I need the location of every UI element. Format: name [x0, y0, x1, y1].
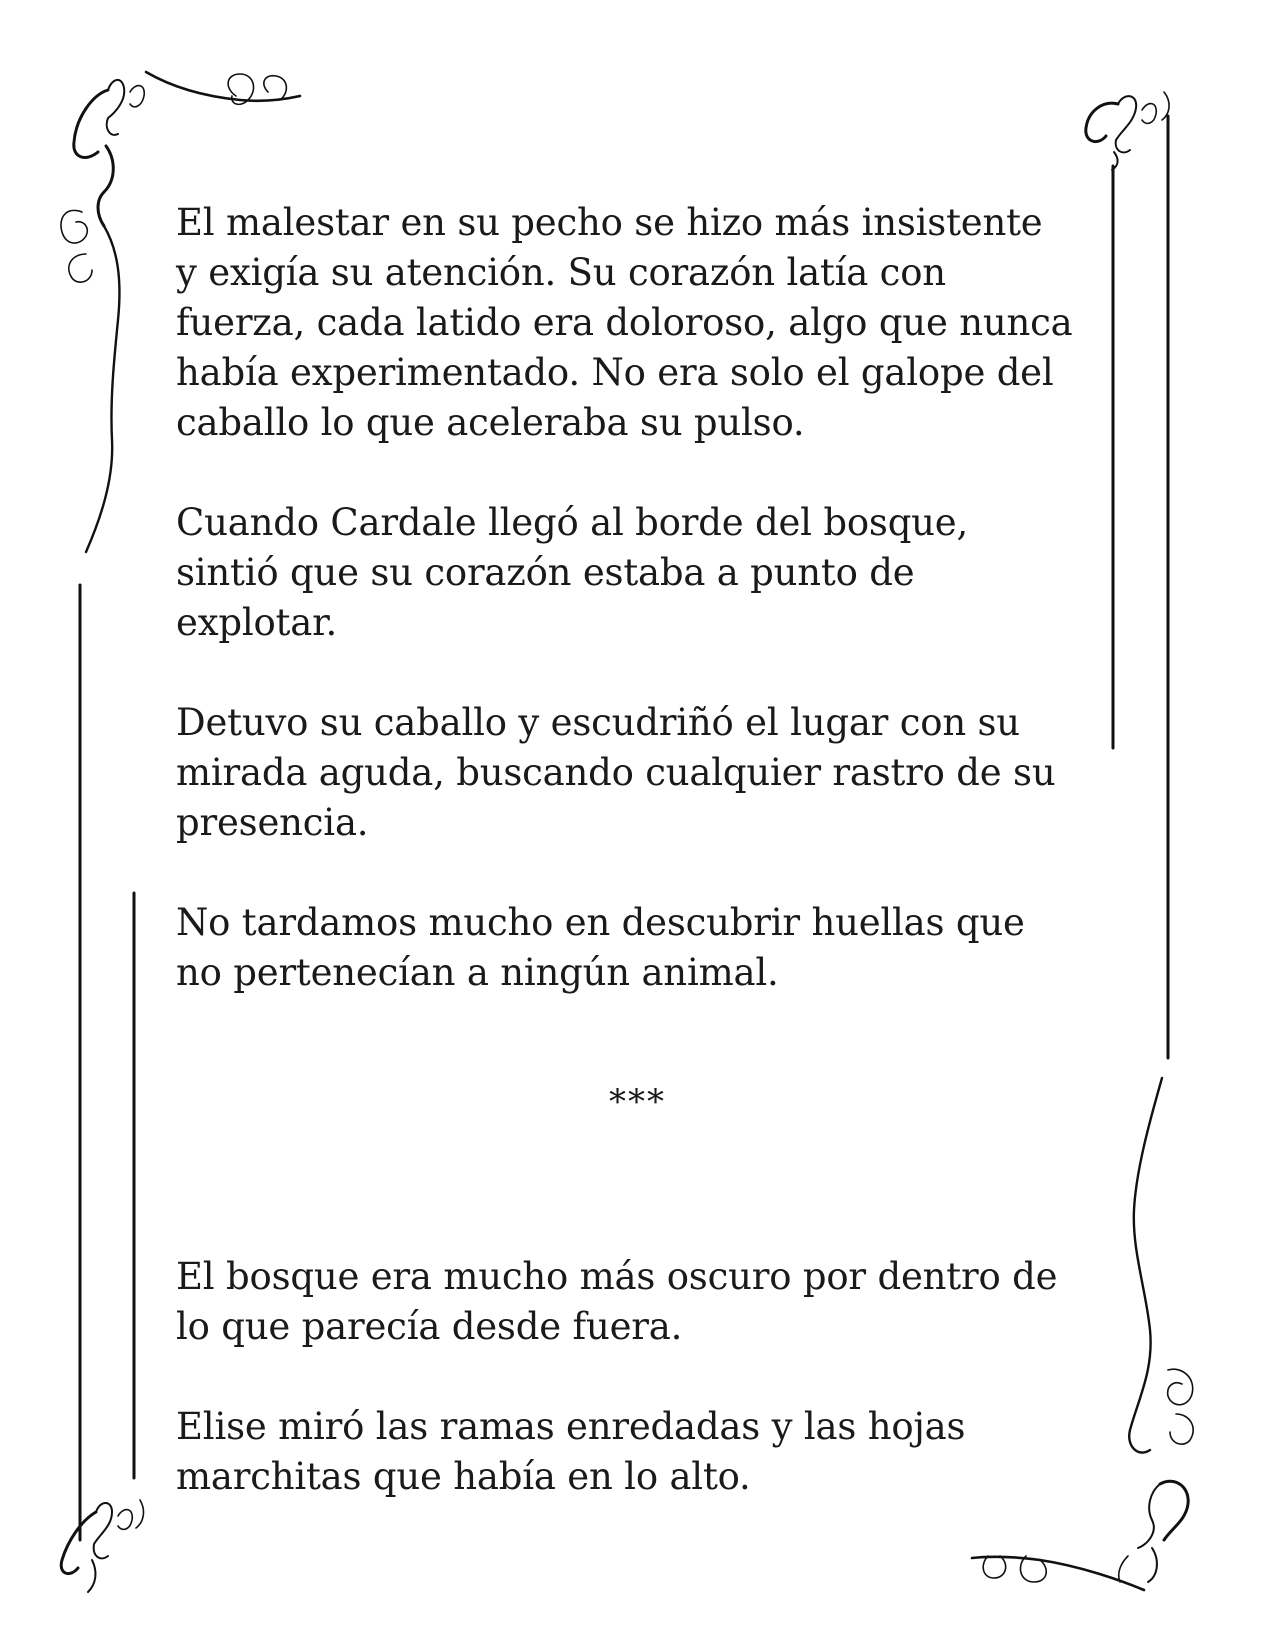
story-text-6: [176, 1402, 1106, 1502]
text-line: explotar.: [176, 601, 338, 644]
text-line: El malestar en su pecho se hizo más insistente: [176, 201, 1043, 244]
text-line: No tardamos mucho en descubrir huellas que: [176, 901, 1025, 944]
paragraph: [176, 1402, 1106, 1502]
story-text-top: [176, 198, 1106, 448]
section-separator: ***: [609, 1082, 666, 1122]
story-text-4: [176, 898, 1106, 998]
text-line: y exigía su atención. Su corazón latía con: [176, 251, 946, 294]
text-line: lo que parecía desde fuera.: [176, 1305, 683, 1348]
paragraph: [176, 898, 1106, 998]
text-line: sintió que su corazón estaba a punto de: [176, 551, 915, 594]
text-line: marchitas que había en lo alto.: [176, 1455, 751, 1498]
bottom-left-flourish: [61, 1500, 143, 1592]
story-text-3: [176, 698, 1106, 848]
text-line: Elise miró las ramas enredadas y las hojas: [176, 1405, 966, 1448]
text-line: no pertenecían a ningún animal.: [176, 951, 779, 994]
story-text-2: [176, 498, 1106, 648]
text-line: había experimentado. No era solo el galope del: [176, 351, 1054, 394]
paragraph: [176, 1252, 1106, 1352]
text-line: Cuando Cardale llegó al borde del bosque,: [176, 501, 969, 544]
text-line: presencia.: [176, 801, 369, 844]
text-line: Detuvo su caballo y escudriñó el lugar con su: [176, 701, 1020, 744]
text-line: El bosque era mucho más oscuro por dentro de: [176, 1255, 1058, 1298]
text-line: mirada aguda, buscando cualquier rastro de su: [176, 751, 1056, 794]
paragraph: [176, 198, 1106, 448]
text-line: fuerza, cada latido era doloroso, algo que nunca: [176, 301, 1073, 344]
paragraph: [176, 498, 1106, 648]
paragraph: [176, 698, 1106, 848]
text-line: caballo lo que aceleraba su pulso.: [176, 401, 805, 444]
story-text-5: [176, 1252, 1106, 1352]
